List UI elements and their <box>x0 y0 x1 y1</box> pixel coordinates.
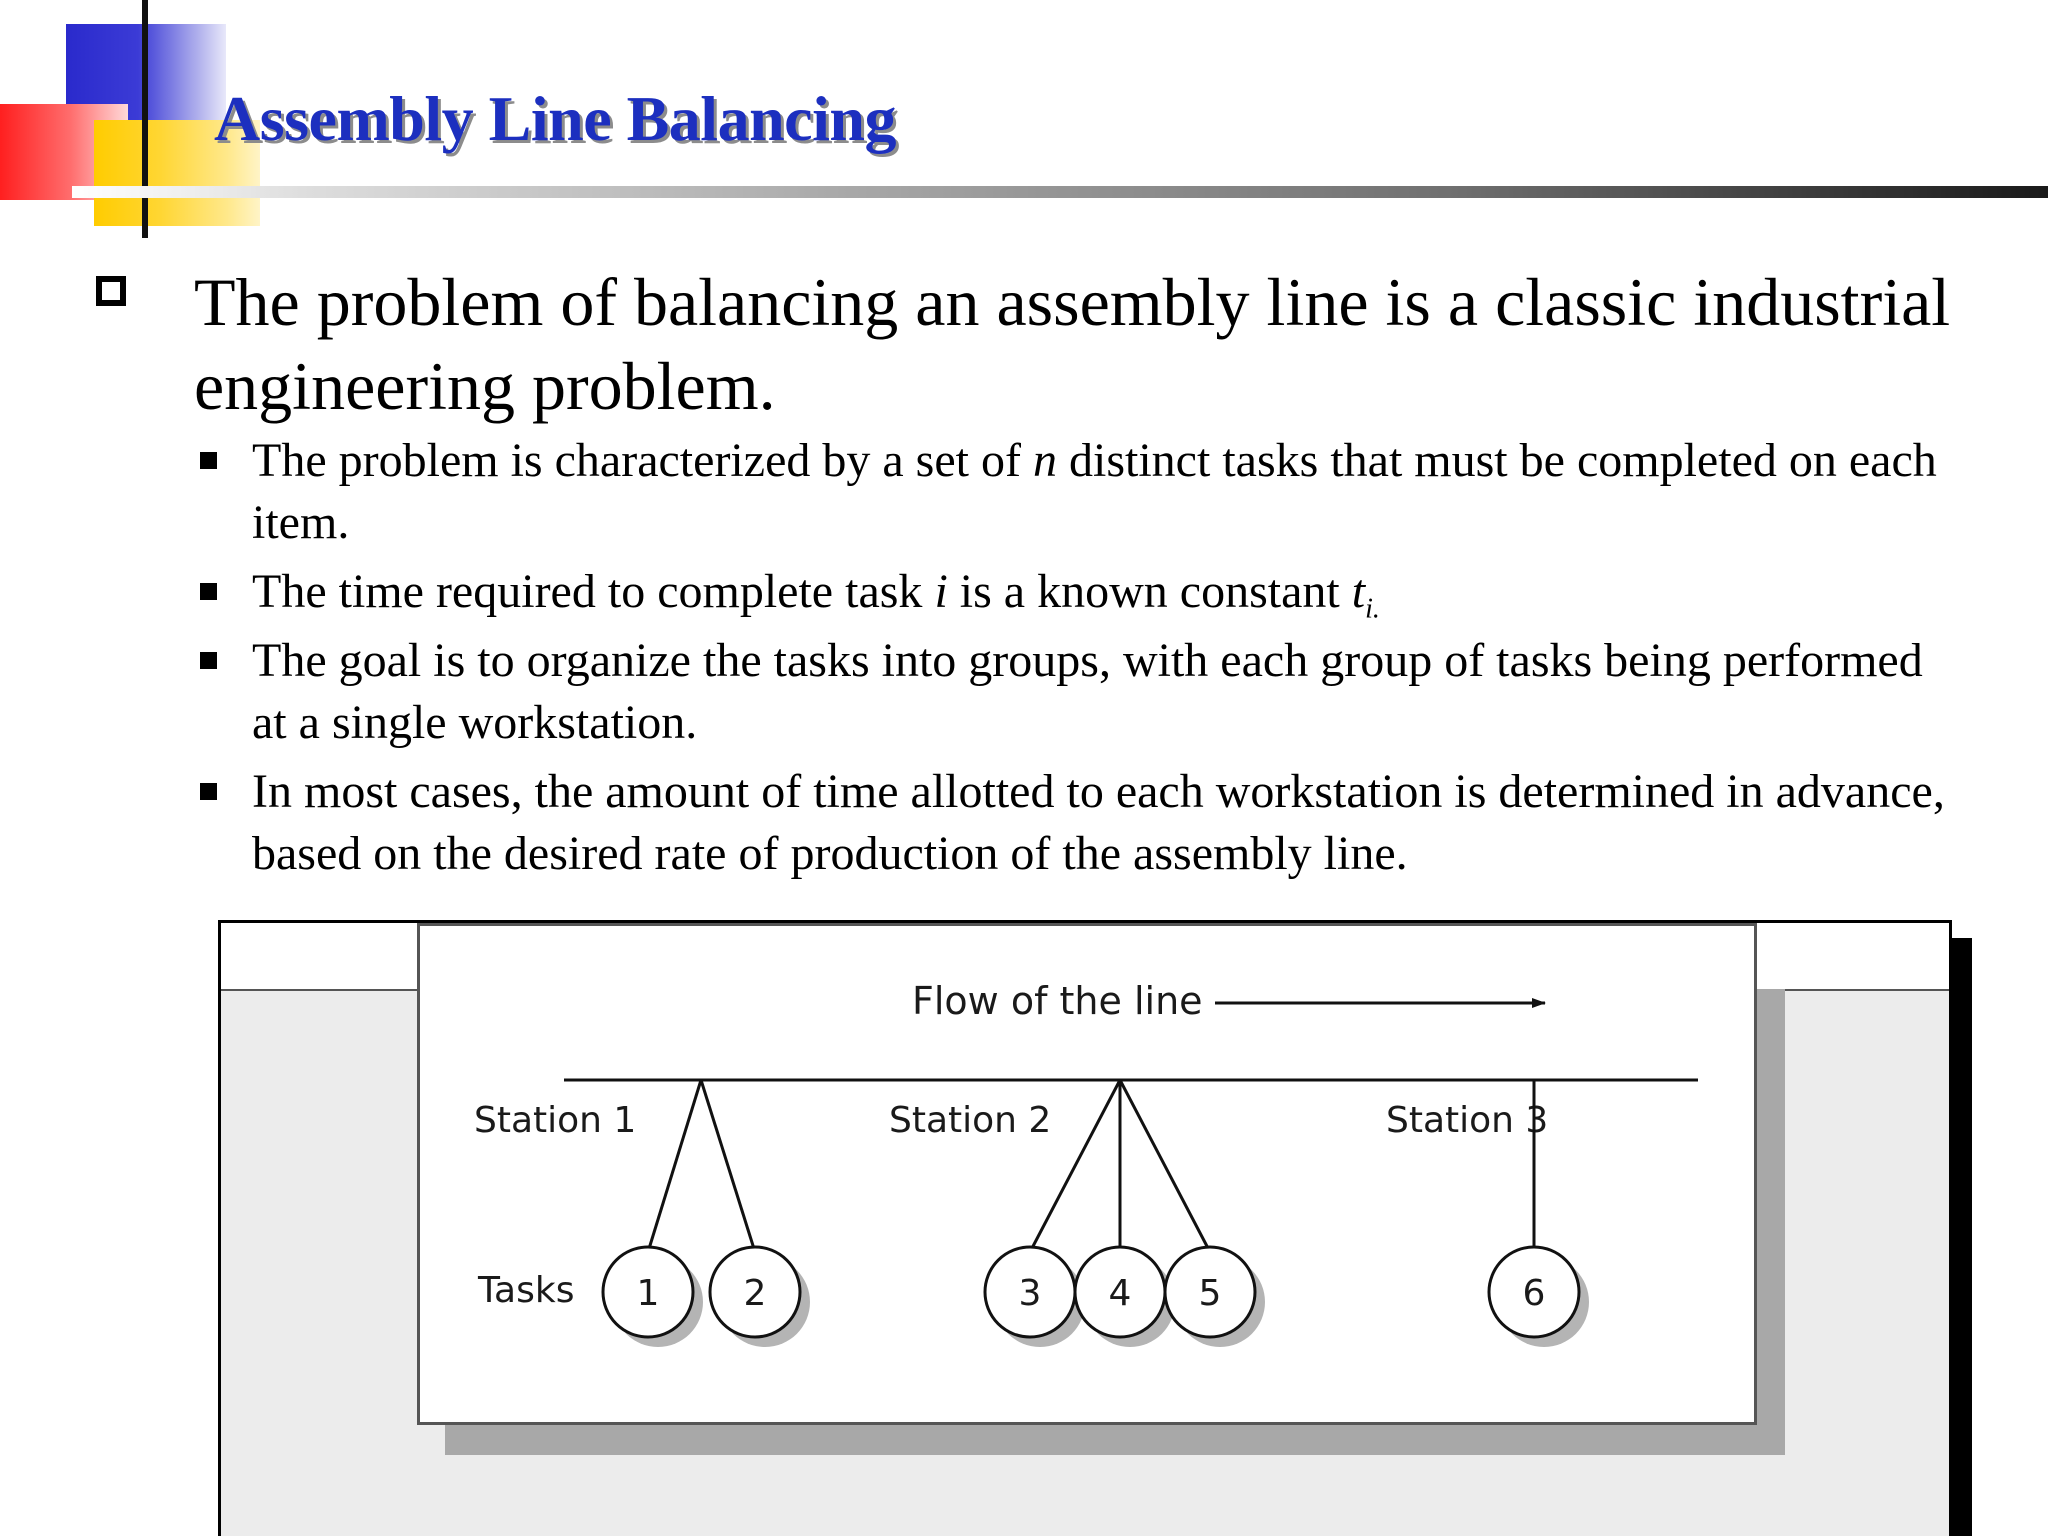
square-bullet-icon <box>200 583 217 600</box>
square-bullet-icon <box>200 452 217 469</box>
connector <box>648 1080 701 1252</box>
task-number: 3 <box>1018 1273 1042 1314</box>
hollow-square-bullet-icon <box>96 276 126 306</box>
sub-bullet-1-text-a: The problem is characterized by a set of <box>252 434 1033 487</box>
sub-bullet-1-text-b: distinct tasks that must be completed on each item. <box>252 434 1937 549</box>
assembly-line-diagram <box>420 926 1754 1422</box>
sub-bullet-1 <box>194 430 1954 554</box>
connector <box>1120 1080 1210 1252</box>
task-node-6 <box>1489 1247 1589 1347</box>
sub-bullet-2 <box>194 561 1954 623</box>
task-node-1 <box>603 1247 703 1347</box>
station-label-1: Station 1 <box>474 1100 637 1141</box>
task-number: 4 <box>1108 1273 1132 1314</box>
title-underline <box>72 186 2048 198</box>
station-label-3: Station 3 <box>1386 1100 1549 1141</box>
sub-bullet-1-italic: n <box>1032 434 1057 487</box>
sub-bullet-2-text-a: The time required to complete task <box>252 565 935 618</box>
sub-bullet-2-text-b: is a known constant <box>947 565 1352 618</box>
diagram-panel <box>417 923 1757 1425</box>
sub-bullet-4 <box>194 761 1954 885</box>
connector <box>701 1080 755 1252</box>
sub-bullet-list <box>194 430 1954 892</box>
square-bullet-icon <box>200 652 217 669</box>
tasks-label: Tasks <box>478 1270 575 1311</box>
square-bullet-icon <box>200 783 217 800</box>
sub-bullet-2-subscript: i. <box>1365 593 1380 625</box>
main-bullet-text: The problem of balancing an assembly line is a classic industrial engineering problem. <box>194 264 1951 424</box>
task-number: 2 <box>743 1273 767 1314</box>
sub-bullet-3-text: The goal is to organize the tasks into groups, with each group of tasks being performed at a single workstation. <box>252 634 1923 749</box>
flow-label: Flow of the line <box>912 979 1203 1023</box>
task-node-2 <box>710 1247 810 1347</box>
task-node-3 <box>985 1247 1085 1347</box>
task-number: 6 <box>1522 1273 1546 1314</box>
assembly-line-figure <box>218 920 1952 1536</box>
task-node-5 <box>1165 1247 1265 1347</box>
slide-title: Assembly Line Balancing <box>214 83 896 154</box>
sub-bullet-2-italic-i: i <box>934 565 948 618</box>
task-number: 1 <box>636 1273 660 1314</box>
decor-vertical-line <box>142 0 148 238</box>
task-number: 5 <box>1198 1273 1222 1314</box>
station-label-2: Station 2 <box>889 1100 1052 1141</box>
task-node-4 <box>1075 1247 1175 1347</box>
sub-bullet-2-italic-t: t <box>1351 565 1366 618</box>
sub-bullet-3 <box>194 630 1954 754</box>
sub-bullet-4-text: In most cases, the amount of time allotted to each workstation is determined in advance, based on the desired rate of production of the assembly line. <box>252 765 1945 880</box>
